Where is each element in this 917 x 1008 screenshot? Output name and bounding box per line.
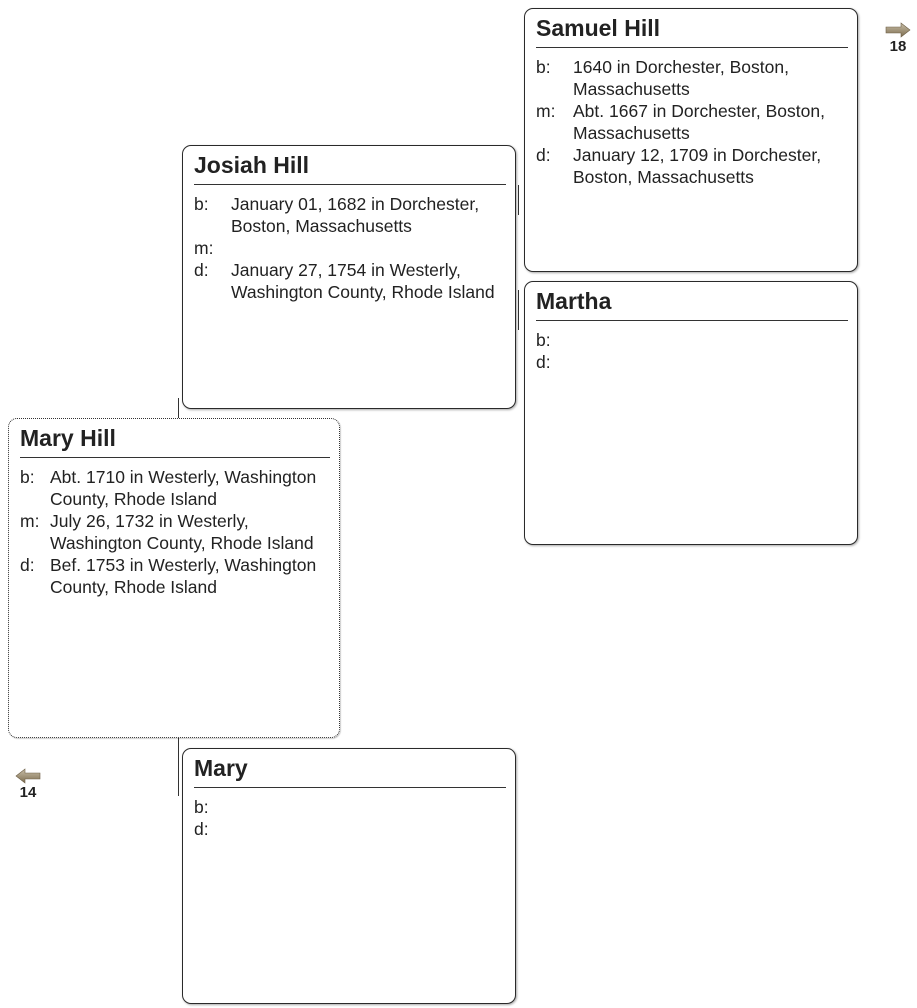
death-label: d:	[20, 555, 35, 575]
person-card-samuel-hill[interactable]	[524, 8, 858, 272]
marriage-label: m:	[536, 101, 556, 121]
birth-label: b:	[536, 57, 551, 77]
back-page-link[interactable]	[8, 768, 48, 801]
birth-value	[573, 329, 848, 351]
birth-value: January 01, 1682 in Dorchester, Boston, Massachusetts	[231, 194, 480, 236]
death-value	[573, 351, 848, 373]
birth-value	[231, 796, 506, 818]
forward-page-number: 18	[889, 38, 907, 55]
marriage-value	[231, 237, 506, 259]
person-name: Josiah Hill	[194, 152, 506, 185]
person-card-mary[interactable]	[182, 748, 516, 1004]
marriage-fact	[20, 510, 330, 554]
death-fact	[536, 351, 848, 373]
marriage-value: Abt. 1667 in Dorchester, Boston, Massachusetts	[573, 101, 825, 143]
death-value	[231, 818, 506, 840]
connector-line	[178, 398, 179, 420]
person-name: Mary	[194, 755, 506, 788]
death-fact	[20, 554, 330, 598]
birth-value: Abt. 1710 in Westerly, Washington County, Rhode Island	[50, 467, 317, 509]
death-fact	[536, 144, 848, 188]
death-value: Bef. 1753 in Westerly, Washington County, Rhode Island	[50, 555, 317, 597]
death-value: January 27, 1754 in Westerly, Washington County, Rhode Island	[231, 260, 495, 302]
person-name: Mary Hill	[20, 425, 330, 458]
person-card-josiah-hill[interactable]	[182, 145, 516, 409]
death-value: January 12, 1709 in Dorchester, Boston, Massachusetts	[573, 145, 822, 187]
marriage-label: m:	[20, 511, 40, 531]
death-fact	[194, 259, 506, 303]
death-label: d:	[536, 352, 551, 372]
marriage-fact	[536, 100, 848, 144]
birth-label: b:	[20, 467, 35, 487]
connector-line	[178, 738, 179, 796]
person-name: Martha	[536, 288, 848, 321]
marriage-value: July 26, 1732 in Westerly, Washington County, Rhode Island	[50, 511, 314, 553]
birth-fact	[194, 193, 506, 237]
person-card-martha[interactable]	[524, 281, 858, 545]
birth-label: b:	[194, 194, 209, 214]
connector-line	[518, 290, 519, 330]
birth-fact	[194, 796, 506, 818]
death-label: d:	[194, 260, 209, 280]
person-card-mary-hill[interactable]	[8, 418, 340, 738]
arrow-right-icon	[885, 22, 911, 38]
death-label: d:	[194, 819, 209, 839]
marriage-fact	[194, 237, 506, 259]
death-label: d:	[536, 145, 551, 165]
birth-value: 1640 in Dorchester, Boston, Massachusetts	[573, 57, 789, 99]
birth-label: b:	[194, 797, 209, 817]
birth-label: b:	[536, 330, 551, 350]
forward-page-link[interactable]	[882, 22, 914, 55]
connector-line	[518, 185, 519, 215]
birth-fact	[536, 56, 848, 100]
person-name: Samuel Hill	[536, 15, 848, 48]
back-page-number: 14	[19, 784, 37, 801]
birth-fact	[536, 329, 848, 351]
arrow-left-icon	[15, 768, 41, 784]
death-fact	[194, 818, 506, 840]
birth-fact	[20, 466, 330, 510]
marriage-label: m:	[194, 238, 214, 258]
